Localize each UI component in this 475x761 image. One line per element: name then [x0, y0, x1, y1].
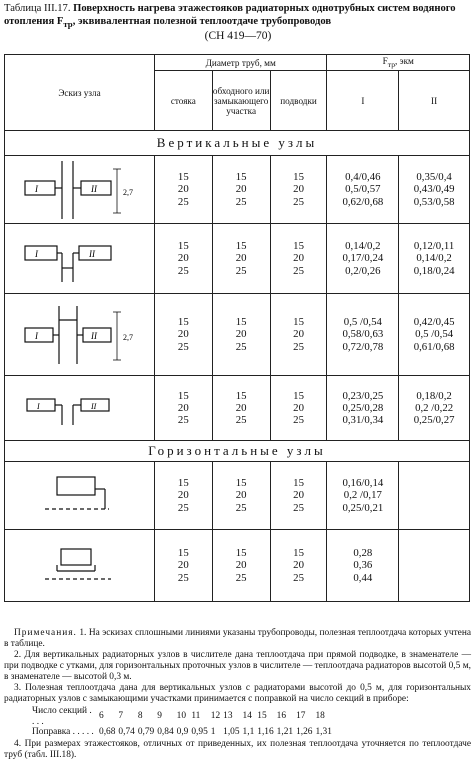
supply-diameter-value: 15	[293, 389, 304, 402]
bypass-diameter-value: 20	[235, 252, 247, 265]
ftr-II	[399, 462, 470, 530]
supply-diameter-value: 25	[293, 501, 304, 514]
correction-value: 1,31	[315, 727, 332, 737]
ftr-I-value: 0,25/0,28	[342, 401, 384, 414]
bypass-diameter-value: 20	[235, 489, 247, 502]
ftr-I-value: 0,16/0,14	[342, 477, 384, 490]
riser-diameter-value: 15	[177, 316, 189, 329]
bypass-diameter-value: 15	[235, 477, 247, 490]
bypass-diameter-value: 20	[235, 559, 247, 572]
riser-diameter	[154, 376, 212, 441]
riser-diameter-value: 15	[177, 547, 189, 560]
ftr-I-value: 0,58/0,63	[342, 328, 384, 341]
supply-diameter	[270, 376, 327, 441]
note-4: 4. При размерах этажестояков, отличных от приведенных, их полезная теплоотдача уточняется по теплоотдаче труб (табл. III.18).	[4, 738, 471, 760]
notes	[4, 628, 471, 761]
correction-value: 0,68	[99, 727, 116, 737]
node-sketch	[5, 294, 155, 376]
supply-diameter-value: 25	[293, 195, 304, 208]
supply-diameter	[270, 156, 327, 224]
supply-diameter-value: 20	[293, 252, 304, 265]
ftr-II	[399, 294, 470, 376]
bypass-diameter-value: 25	[235, 195, 247, 208]
riser-diameter-value: 20	[177, 183, 189, 196]
supply-diameter	[270, 294, 327, 376]
bypass-diameter-value: 20	[235, 401, 247, 414]
sections-count: 12	[210, 711, 221, 722]
ftr-II-value: 0,53/0,58	[413, 195, 455, 208]
table-number: Таблица III.17.	[4, 3, 71, 14]
supply-diameter-value: 15	[293, 171, 304, 184]
header-supply: подводки	[270, 71, 327, 131]
heating-surface-table	[4, 54, 470, 602]
ftr-II-value: 0,61/0,68	[413, 340, 455, 353]
bypass-diameter-value: 20	[235, 328, 247, 341]
supply-diameter-value: 25	[293, 571, 304, 584]
bypass-diameter-value: 15	[235, 240, 247, 253]
correction-value: 0,79	[137, 727, 155, 737]
ftr-II	[399, 156, 470, 224]
riser-diameter-value: 15	[177, 389, 189, 402]
riser-diameter-value: 15	[177, 240, 189, 253]
riser-diameter	[154, 294, 212, 376]
riser-diameter	[154, 530, 212, 602]
riser-diameter	[154, 224, 212, 294]
bypass-diameter-value: 15	[235, 171, 247, 184]
correction-value: 1,16	[257, 727, 274, 737]
table-caption	[4, 3, 472, 43]
riser-diameter	[154, 156, 212, 224]
correction-value: 1	[210, 727, 216, 737]
ftr-II-value: 0,43/0,49	[413, 183, 455, 196]
ftr-II-value: 0,18/0,2	[416, 389, 452, 402]
bypass-diameter-value: 15	[235, 547, 247, 560]
supply-diameter	[270, 462, 327, 530]
table-title: Поверхность нагрева этажестояков радиаторных однотрубных систем водяного отопления $F_{тр}$, эквивалентная полезной теплоотдаче трубопроводов	[4, 3, 456, 29]
riser-diameter-value: 20	[177, 328, 189, 341]
svg-text:II: II	[91, 330, 97, 341]
table-row	[5, 530, 470, 602]
table-reference: (СН 419—70)	[204, 30, 272, 43]
riser-diameter-value: 25	[177, 501, 189, 514]
ftr-I-value: 0,5/0,57	[345, 183, 381, 196]
header-riser: стояка	[154, 71, 212, 131]
ftr-I	[327, 156, 399, 224]
supply-diameter-value: 20	[293, 183, 304, 196]
ftr-I-value: 0,14/0,2	[345, 240, 381, 253]
supply-diameter-value: 20	[293, 401, 304, 414]
table-row	[5, 376, 470, 441]
bypass-diameter-value: 25	[235, 340, 247, 353]
bypass-diameter-value: 25	[235, 501, 247, 514]
svg-text:I: I	[35, 183, 38, 194]
ftr-I-value: 0,44	[353, 571, 373, 584]
ftr-II-value: 0,12/0,11	[413, 240, 455, 253]
bypass-diameter	[212, 224, 270, 294]
correction-value: 0,9	[176, 727, 189, 737]
supply-diameter-value: 20	[293, 559, 304, 572]
ftr-I-value: 0,36	[353, 559, 373, 572]
riser-diameter-value: 20	[177, 401, 189, 414]
ftr-II-value: 0,25/0,27	[413, 414, 455, 427]
svg-text:II: II	[91, 183, 97, 194]
ftr-I-value: 0,25/0,21	[342, 501, 384, 514]
svg-text:II: II	[91, 402, 97, 411]
bypass-diameter	[212, 376, 270, 441]
svg-text:II: II	[89, 248, 95, 259]
supply-diameter-value: 15	[293, 477, 304, 490]
notes-lead: Примечания.	[14, 628, 77, 638]
ftr-II	[399, 376, 470, 441]
ftr-II-value: 0,35/0,4	[416, 171, 452, 184]
bypass-diameter-value: 25	[235, 414, 247, 427]
note-2: 2. Для вертикальных радиаторных узлов в числителе дана теплоотдача при прямой подводке, в знаменателе — при подводке с утками, для горизонтальных проточных узлов в числителе — теплоотдача радиаторов высотой 0,5 м, в знаменателе — высотой 0,3 м.	[4, 650, 471, 682]
ftr-I	[327, 224, 399, 294]
riser-diameter-value: 15	[177, 477, 189, 490]
correction-value: 0,74	[118, 727, 135, 737]
section-horizontal: Горизонтальные узлы	[5, 441, 470, 462]
sections-count: 6	[99, 711, 104, 722]
table-row	[5, 294, 470, 376]
supply-diameter-value: 20	[293, 489, 304, 502]
bypass-diameter	[212, 294, 270, 376]
sections-count: 8	[137, 711, 143, 722]
ftr-I-value: 0,5 /0,54	[343, 316, 382, 329]
bypass-diameter	[212, 530, 270, 602]
riser-diameter-value: 15	[177, 171, 189, 184]
riser-diameter-value: 25	[177, 340, 189, 353]
riser-diameter-value: 25	[177, 571, 189, 584]
ftr-I-value: 0,23/0,25	[342, 389, 384, 402]
sections-count: 15	[257, 711, 267, 722]
supply-diameter-value: 25	[293, 264, 304, 277]
riser-diameter-value: 20	[177, 559, 189, 572]
node-sketch	[5, 156, 155, 224]
node-sketch	[5, 462, 155, 530]
node-sketch	[5, 530, 155, 602]
riser-diameter-value: 25	[177, 414, 189, 427]
ftr-I-value: 0,2/0,26	[345, 264, 381, 277]
header-bypass: обходного или замыкающего участка	[212, 71, 270, 131]
riser-diameter	[154, 462, 212, 530]
note-3: 3. Полезная теплоотдача дана для вертикальных узлов с радиаторами высотой до 0,5 м, для горизонтальных радиаторных узлов с замыкающими участками принимается с поправкой на число секций в приборе:	[4, 683, 471, 704]
bypass-diameter-value: 15	[235, 389, 247, 402]
bypass-diameter-value: 25	[235, 571, 247, 584]
note-1: 1. На эскизах сплошными линиями указаны трубопроводы, полезная теплоотдача которых учтена в таблице.	[4, 628, 472, 649]
ftr-I	[327, 530, 399, 602]
sections-count: 10	[176, 711, 186, 722]
correction-value: 0,95	[191, 727, 208, 737]
ftr-I	[327, 294, 399, 376]
node-sketch	[5, 376, 155, 441]
sections-count: 7	[118, 711, 124, 722]
bypass-diameter	[212, 462, 270, 530]
correction-value: 1,05	[223, 727, 240, 737]
bypass-diameter-value: 25	[235, 264, 247, 277]
sections-count: 16	[276, 711, 287, 722]
svg-text:I: I	[35, 330, 38, 341]
ftr-II	[399, 530, 470, 602]
table-row	[5, 224, 470, 294]
table-row	[5, 462, 470, 530]
node-sketch	[5, 224, 155, 294]
sections-count: 11	[191, 711, 201, 722]
ftr-II-value: 0,42/0,45	[413, 316, 455, 329]
sections-count: 17	[296, 711, 306, 722]
supply-diameter-value: 15	[293, 240, 304, 253]
supply-diameter-value: 25	[293, 340, 304, 353]
bypass-diameter	[212, 156, 270, 224]
ftr-II-value: 0,2 /0,22	[415, 401, 454, 414]
header-diameter: Диаметр труб, мм	[154, 55, 327, 71]
header-sketch: Эскиз узла	[5, 55, 155, 131]
sections-count: 14	[242, 711, 252, 722]
correction-value: 1,26	[296, 727, 313, 737]
correction-table	[32, 706, 335, 738]
correction-value: 0,84	[157, 727, 174, 737]
ftr-II-value: 0,14/0,2	[416, 252, 452, 265]
sections-label: Число секций . . . .	[32, 706, 92, 727]
ftr-II-value: 0,18/0,24	[413, 264, 455, 277]
supply-diameter-value: 15	[293, 316, 304, 329]
supply-diameter	[270, 224, 327, 294]
riser-diameter-value: 25	[177, 195, 189, 208]
correction-value: 1,1	[242, 727, 255, 737]
svg-text:I: I	[35, 248, 38, 259]
section-vertical: Вертикальные узлы	[5, 131, 470, 156]
sections-count: 9	[157, 711, 162, 722]
correction-label: Поправка . . . . .	[32, 727, 94, 737]
supply-diameter-value: 20	[293, 328, 304, 341]
riser-diameter-value: 20	[177, 252, 189, 265]
ftr-II-value: 0,5 /0,54	[415, 328, 454, 341]
svg-text:2,7: 2,7	[123, 187, 133, 197]
ftr-I-value: 0,28	[353, 547, 373, 560]
ftr-I	[327, 376, 399, 441]
ftr-I	[327, 462, 399, 530]
sections-count: 18	[315, 711, 325, 722]
bypass-diameter-value: 20	[235, 183, 247, 196]
sections-count: 13	[223, 711, 233, 722]
ftr-II	[399, 224, 470, 294]
header-col-I: I	[327, 71, 399, 131]
correction-value: 1,21	[276, 727, 294, 737]
supply-diameter	[270, 530, 327, 602]
ftr-I-value: 0,72/0,78	[342, 340, 384, 353]
svg-text:2,7: 2,7	[123, 332, 133, 342]
ftr-I-value: 0,17/0,24	[342, 252, 384, 265]
ftr-I-value: 0,31/0,34	[342, 414, 384, 427]
supply-diameter-value: 15	[293, 547, 304, 560]
riser-diameter-value: 25	[177, 264, 189, 277]
ftr-I-value: 0,62/0,68	[342, 195, 384, 208]
header-ftr: $F_{тр}$, экм	[327, 55, 470, 71]
header-col-II: II	[399, 71, 470, 131]
table-row	[5, 156, 470, 224]
ftr-I-value: 0,2 /0,17	[343, 489, 382, 502]
bypass-diameter-value: 15	[235, 316, 247, 329]
supply-diameter-value: 25	[293, 414, 304, 427]
ftr-I-value: 0,4/0,46	[345, 171, 381, 184]
riser-diameter-value: 20	[177, 489, 189, 502]
svg-text:I: I	[37, 402, 40, 411]
